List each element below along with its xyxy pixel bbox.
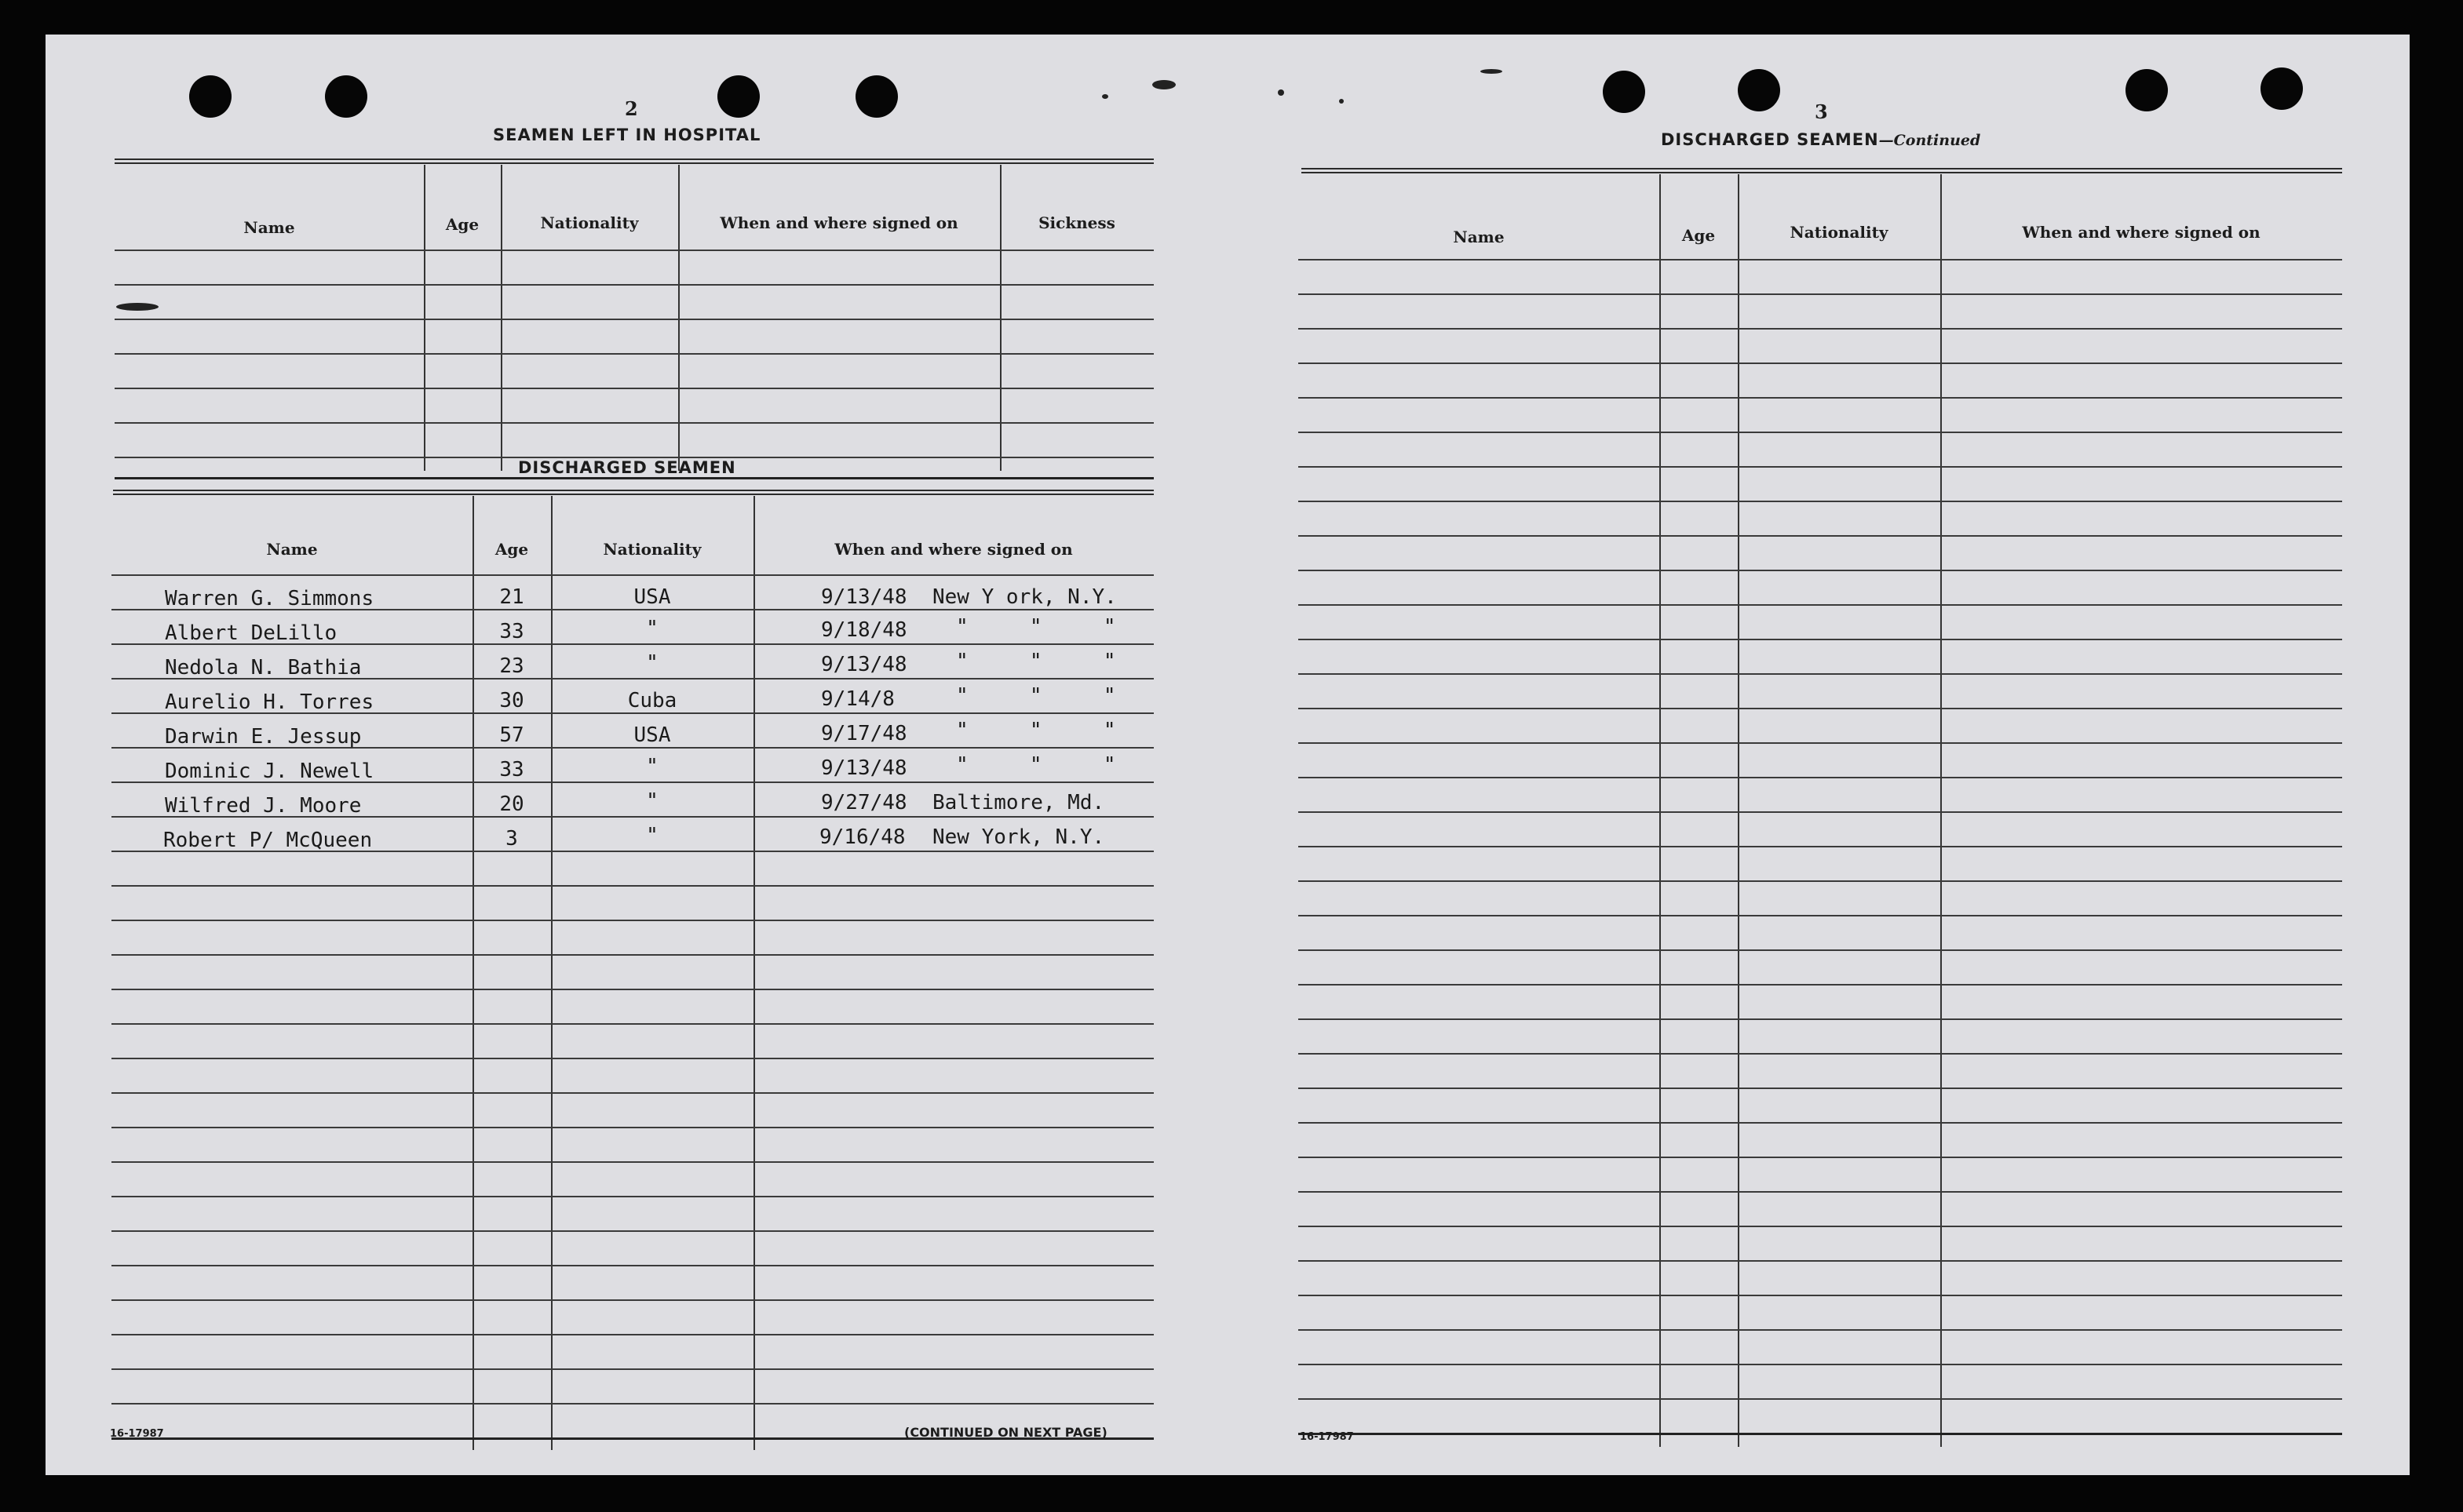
seaman-age: 57 xyxy=(499,723,524,747)
hospital-section-title xyxy=(493,126,761,144)
hospital-header-signed-on: When and where signed on xyxy=(720,213,958,232)
punch-hole xyxy=(717,75,760,118)
column-divider xyxy=(1738,174,1739,1447)
signed-on-place: " " " xyxy=(956,684,1116,708)
seaman-nationality: USA xyxy=(633,723,671,747)
hospital-table xyxy=(115,165,1154,477)
signed-on-date: 9/27/48 xyxy=(821,791,907,814)
row-line xyxy=(1298,811,2342,813)
seaman-nationality: " xyxy=(646,789,659,813)
discharged-continued-title-text: DISCHARGED SEAMEN xyxy=(1661,130,1879,149)
row-line xyxy=(1298,777,2342,778)
row-line xyxy=(111,1299,1154,1301)
document-sheet xyxy=(46,35,2410,1475)
punch-hole xyxy=(2125,69,2168,111)
column-divider xyxy=(1659,174,1661,1447)
row-line xyxy=(1298,1157,2342,1158)
discharged-table xyxy=(111,496,1154,1453)
row-line xyxy=(111,1127,1154,1128)
row-line xyxy=(1298,328,2342,330)
form-number-right: 16-17987 xyxy=(1300,1431,1354,1443)
signed-on-date: 9/13/48 xyxy=(821,585,907,609)
table-bottom-rule xyxy=(1298,1433,2342,1435)
seaman-age: 30 xyxy=(499,689,524,712)
seaman-nationality: " xyxy=(646,617,659,640)
row-line xyxy=(1298,1260,2342,1262)
column-divider xyxy=(501,165,502,471)
right-header-signed-on: When and where signed on xyxy=(2022,223,2260,242)
right-header-name: Name xyxy=(1453,228,1505,246)
column-divider xyxy=(678,165,680,471)
row-line xyxy=(115,353,1154,355)
continued-note: (CONTINUED ON NEXT PAGE) xyxy=(904,1425,1107,1440)
row-line xyxy=(1298,293,2342,295)
seaman-nationality: " xyxy=(646,824,659,847)
row-line xyxy=(1298,1191,2342,1193)
row-line xyxy=(1298,1053,2342,1055)
row-line xyxy=(1298,535,2342,537)
signed-on-place: " " " xyxy=(956,719,1116,742)
seaman-age: 3 xyxy=(505,827,518,851)
row-line xyxy=(115,422,1154,424)
punch-hole xyxy=(1738,69,1780,111)
row-line xyxy=(111,1334,1154,1335)
row-line xyxy=(1298,984,2342,986)
row-line xyxy=(1298,1018,2342,1020)
row-line xyxy=(115,388,1154,389)
hospital-header-age: Age xyxy=(445,215,480,234)
punch-hole xyxy=(189,75,232,118)
signed-on-date: 9/13/48 xyxy=(821,653,907,676)
row-line xyxy=(111,1058,1154,1059)
row-line xyxy=(1298,1226,2342,1227)
row-line xyxy=(1298,673,2342,675)
seaman-name: Albert DeLillo xyxy=(165,621,338,645)
signed-on-place: " " " xyxy=(956,753,1116,777)
column-divider xyxy=(424,165,425,471)
seaman-nationality: " xyxy=(646,755,659,778)
row-line xyxy=(111,989,1154,990)
hospital-header-nationality: Nationality xyxy=(540,213,639,232)
hospital-header-name: Name xyxy=(243,218,295,237)
discharged-header-age: Age xyxy=(494,540,529,559)
row-line xyxy=(1298,397,2342,399)
row-line xyxy=(1298,570,2342,571)
signed-on-place: " " " xyxy=(956,615,1116,639)
row-line xyxy=(111,1368,1154,1370)
row-line xyxy=(115,319,1154,320)
discharged-continued-title xyxy=(1661,130,1980,149)
punch-hole xyxy=(1603,71,1645,113)
hospital-title-rule xyxy=(115,158,1154,164)
signed-on-date: 9/17/48 xyxy=(821,722,907,745)
row-line xyxy=(111,1196,1154,1197)
row-line xyxy=(1298,639,2342,640)
form-number-left: 16-17987 xyxy=(110,1428,164,1440)
row-line xyxy=(1298,949,2342,951)
row-line xyxy=(1298,432,2342,433)
row-line xyxy=(1298,1295,2342,1296)
right-header-nationality: Nationality xyxy=(1790,223,1888,242)
hospital-title-text: SEAMEN LEFT IN HOSPITAL xyxy=(493,126,761,144)
discharged-header-name: Name xyxy=(266,540,318,559)
seaman-age: 33 xyxy=(499,758,524,782)
row-line xyxy=(115,284,1154,286)
row-line xyxy=(1298,1398,2342,1400)
seaman-nationality: " xyxy=(646,651,659,675)
row-line xyxy=(1298,1364,2342,1365)
signed-on-place: New York, N.Y. xyxy=(932,825,1105,849)
hospital-header-sickness: Sickness xyxy=(1038,213,1115,232)
seaman-nationality: USA xyxy=(633,585,671,609)
table-bottom-rule xyxy=(115,477,1154,479)
discharged-section-title: DISCHARGED SEAMEN xyxy=(518,458,736,477)
seaman-age: 20 xyxy=(499,792,524,816)
page-number-left: 2 xyxy=(625,97,638,120)
discharged-header-nationality: Nationality xyxy=(603,540,702,559)
signed-on-date: 9/13/48 xyxy=(821,756,907,780)
column-divider xyxy=(1940,174,1942,1447)
discharged-header-signed-on: When and where signed on xyxy=(834,540,1073,559)
row-line xyxy=(111,1023,1154,1025)
seaman-age: 33 xyxy=(499,620,524,643)
row-line xyxy=(111,1265,1154,1266)
right-header-age: Age xyxy=(1681,226,1716,245)
seaman-name: Dominic J. Newell xyxy=(165,760,374,783)
seaman-age: 21 xyxy=(499,585,524,609)
right-title-rule xyxy=(1301,168,2342,173)
row-line xyxy=(1298,915,2342,916)
row-line xyxy=(1298,1329,2342,1331)
ink-speck xyxy=(1339,99,1344,104)
row-line xyxy=(111,885,1154,887)
row-line xyxy=(111,1403,1154,1405)
seaman-name: Warren G. Simmons xyxy=(165,587,374,610)
seaman-name: Wilfred J. Moore xyxy=(165,794,362,818)
row-line xyxy=(111,574,1154,576)
row-line xyxy=(1298,1122,2342,1124)
seaman-age: 23 xyxy=(499,654,524,678)
seaman-name: Robert P/ McQueen xyxy=(163,829,373,852)
ink-speck xyxy=(1102,94,1108,99)
row-line xyxy=(111,1092,1154,1094)
row-line xyxy=(111,1161,1154,1163)
ink-speck xyxy=(1278,89,1284,96)
row-line xyxy=(1298,742,2342,744)
discharged-title-rule xyxy=(113,490,1154,495)
seaman-name: Nedola N. Bathia xyxy=(165,656,362,679)
signed-on-place: Baltimore, Md. xyxy=(932,791,1105,814)
signed-on-place: " " " xyxy=(956,650,1116,673)
seaman-name: Aurelio H. Torres xyxy=(165,690,374,714)
row-line xyxy=(1298,466,2342,468)
row-line xyxy=(1298,363,2342,364)
signed-on-date: 9/18/48 xyxy=(821,618,907,642)
punch-hole xyxy=(2260,67,2303,110)
row-line xyxy=(1298,708,2342,709)
continued-suffix: —Continued xyxy=(1878,132,1981,149)
column-divider xyxy=(1000,165,1002,471)
row-line xyxy=(1298,604,2342,606)
ink-speck xyxy=(1152,80,1176,89)
row-line xyxy=(1298,259,2342,261)
row-line xyxy=(1298,846,2342,847)
punch-hole xyxy=(856,75,898,118)
page-number-right: 3 xyxy=(1815,100,1828,123)
signed-on-date: 9/14/8 xyxy=(821,687,895,711)
discharged-continued-table xyxy=(1298,174,2342,1445)
row-line xyxy=(115,250,1154,251)
column-divider xyxy=(753,496,755,1450)
row-line xyxy=(1298,1088,2342,1089)
signed-on-date: 9/16/48 xyxy=(819,825,906,849)
ink-speck xyxy=(1480,69,1502,74)
row-line xyxy=(111,1230,1154,1232)
row-line xyxy=(111,954,1154,956)
seaman-nationality: Cuba xyxy=(627,689,677,712)
row-line xyxy=(1298,880,2342,882)
row-line xyxy=(111,920,1154,921)
row-line xyxy=(1298,501,2342,502)
punch-hole xyxy=(325,75,367,118)
seaman-name: Darwin E. Jessup xyxy=(165,725,362,749)
signed-on-place: New Y ork, N.Y. xyxy=(932,585,1117,609)
